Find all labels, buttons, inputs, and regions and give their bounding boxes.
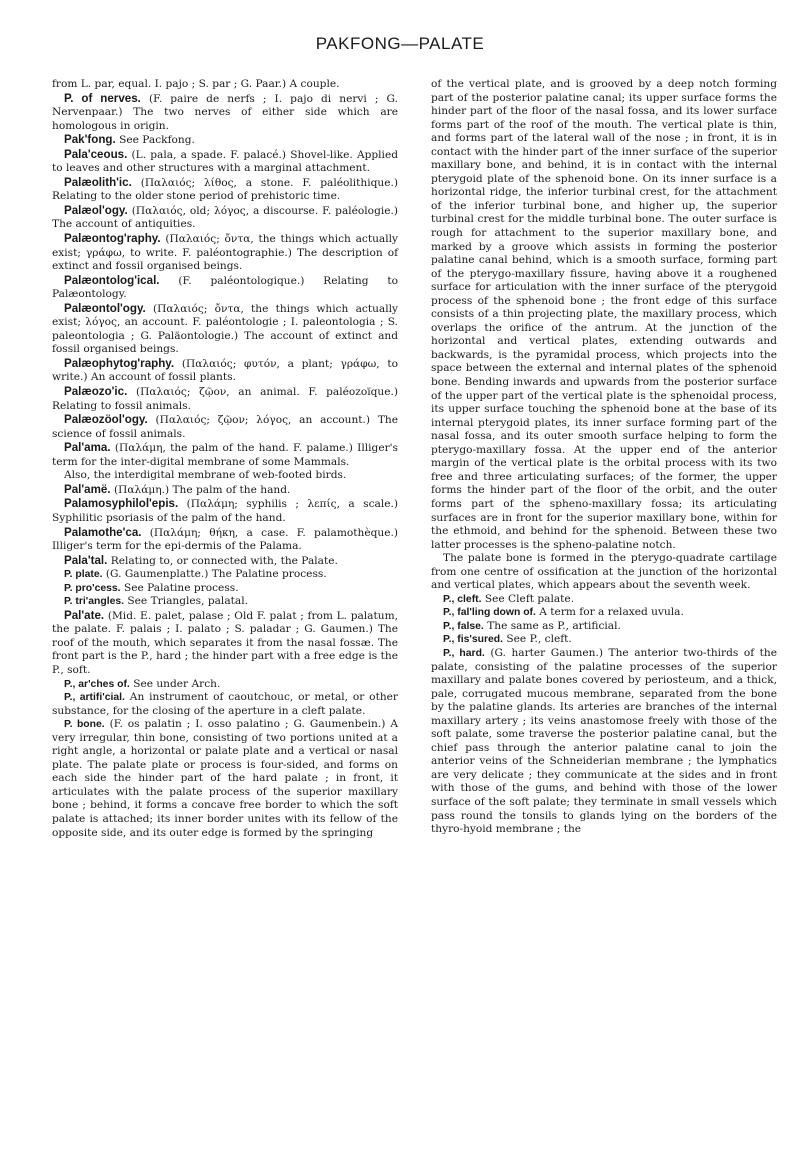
definition-text: (F. os palatin ; I. osso palatino ; G. Gaumenbein.) A very irregular, thin bone, consisting of two portions united at a right angle, a horizontal or palate plate and a vertical or nasal plate. The palate plate or process is four-sided, and forms on each side the hinder part of the hard palate ; in front, it articulates with the palate process of the superior maxillary bone ; behind, it forms a concave free border to which the soft palate is attached; its inner border unites with its fellow of the opposite side, and its outer edge is formed by the springing (52, 718, 398, 839)
sub-entry (52, 582, 398, 596)
sub-headword: P. pro'cess. (64, 582, 121, 594)
sub-headword: P., fal'ling down of. (443, 607, 536, 619)
dictionary-entry (52, 148, 398, 176)
definition-text: See Packfong. (119, 134, 195, 147)
dictionary-entry (52, 133, 398, 148)
sub-headword: P., hard. (443, 647, 485, 659)
dictionary-entry (52, 78, 398, 92)
definition-text: (Παλάμη; θήκη, a case. F. palamothèque.) Illiger's term for the epi-dermis of the Palama. (52, 526, 398, 553)
definition-text: The same as P., artificial. (487, 619, 621, 632)
headword: Pak'fong. (64, 133, 116, 147)
definition-text: (Παλαιός; φυτόν, a plant; γράφω, to write.) An account of fossil plants. (52, 357, 398, 384)
headword: Palamosyphilol'epis. (64, 497, 179, 511)
dictionary-entry (52, 385, 398, 413)
sub-entry (52, 691, 398, 718)
headword: Palæontog'raphy. (64, 232, 161, 246)
dictionary-entry (52, 441, 398, 469)
left-column (52, 78, 398, 840)
sub-entry (431, 633, 777, 647)
sub-entry (52, 718, 398, 840)
definition-text: A term for a relaxed uvula. (539, 606, 684, 619)
definition-text: (Παλαιός; ζῷον, an animal. F. paléozoïque.) Relating to fossil animals. (52, 386, 398, 412)
dictionary-entry (52, 609, 398, 678)
definition-text: (Παλαιός, old; λόγος, a discourse. F. paléologie.) The account of antiquities. (52, 204, 399, 231)
definition-text: See P., cleft. (506, 633, 572, 646)
body-paragraph (431, 552, 777, 593)
headword: Palæophytog'raphy. (64, 356, 175, 370)
dictionary-entry (52, 204, 398, 232)
definition-text: (Mid. E. palet, palase ; Old F. palat ; from L. palatum, the palate. F. palais ; I. palato ; S. paladar ; G. Gaumen.) The roof of the mouth, which separates it from the nasal fossæ. The front part is the P., hard ; the hinder part with a free edge is the P., soft. (52, 609, 398, 676)
headword: Pal'ama. (64, 441, 111, 455)
definition-text: (G. Gaumenplatte.) The Palatine process. (105, 568, 327, 581)
running-head: PAKFONG—PALATE (315, 34, 485, 53)
sub-entry (431, 647, 777, 837)
sub-headword: P., false. (443, 620, 484, 632)
definition-text: (Παλάμη, the palm of the hand. F. palame.) Illiger's term for the inter-digital membrane of some Mammals. (52, 442, 398, 468)
definition-text: (Παλάμη.) The palm of the hand. (113, 483, 291, 496)
headword: Pal'ate. (64, 608, 105, 622)
body-paragraph (52, 469, 398, 483)
definition-text: (Παλαιός; ὄντα, the things which actually exist; λόγος, an account. F. paléontologie ; I. paleontologia ; S. paleontologia ; G. Paläontologie.) The account of extinct and fossil organised beings. (52, 302, 398, 356)
sub-headword: P. bone. (64, 719, 105, 731)
headword: Palæozo'ic. (64, 385, 128, 399)
headword: Palamothe'ca. (64, 525, 142, 539)
sub-headword: P. plate. (64, 569, 103, 581)
headword: Palæol'ogy. (64, 203, 128, 217)
definition-text: (F. paire de nerfs ; I. pajo di nervi ; G. Nervenpaar.) The two nerves of either side which are homologous in origin. (52, 92, 398, 132)
right-column (431, 78, 777, 837)
sub-headword: P., artifi'cial. (64, 692, 125, 704)
dictionary-entry (52, 176, 398, 204)
sub-headword: P., fis'sured. (443, 634, 504, 646)
sub-headword: P. tri'angles. (64, 596, 125, 608)
definition-text: See Triangles, palatal. (127, 595, 248, 608)
definition-text: (G. harter Gaumen.) The anterior two-thirds of the palate, consisting of the palatine processes of the superior maxillary and palate bones covered by periosteum, and a thick, pale, corrugated mucous membrane, separated from the bone by the palatine glands. Its arteries are branches of the internal maxillary artery ; its veins anastomose freely with those of the soft palate, some traverse the posterior palatine canal, but the chief pass through the anterior palatine canal to join the anterior veins of the Schneiderian membrane ; the lymphatics are very delicate ; they communicate at the sides and in front with those of the gums, and behind with those of the lower surface of the soft palate; they terminate in small vessels which pass round the tonsils to glands lying on the borders of the thyro-hyoid membrane ; the (431, 646, 778, 836)
sub-entry (52, 678, 398, 692)
headword: Pal'amë. (64, 482, 111, 496)
definition-text: (Παλαιός; ὄντα, the things which actually exist; γράφω, to write. F. paléontographie.) The description of extinct and fossil organised beings. (52, 233, 398, 273)
dictionary-entry (52, 526, 398, 554)
sub-entry (52, 595, 398, 609)
dictionary-entry (52, 357, 398, 385)
dictionary-entry (52, 274, 398, 302)
sub-headword: P., ar'ches of. (64, 678, 130, 690)
body-paragraph (431, 78, 777, 552)
dictionary-entry (52, 497, 398, 525)
sub-entry (431, 620, 777, 634)
headword: Palæolith'ic. (64, 175, 132, 189)
headword: P. of nerves. (64, 91, 141, 105)
definition-text: (Παλαιός; λίθος, a stone. F. paléolithique.) Relating to the older stone period of prehistoric time. (52, 176, 398, 203)
definition-text: An instrument of caoutchouc, or metal, or other substance, for the closing of the aperture in a cleft palate. (52, 691, 398, 717)
headword: Palæontolog'ical. (64, 273, 160, 287)
dictionary-entry (52, 302, 398, 357)
definition-text: Relating to, or connected with, the Palate. (110, 554, 338, 567)
dictionary-entry (52, 483, 398, 498)
headword: Pala'ceous. (64, 147, 128, 161)
headword: Pala'tal. (64, 553, 108, 567)
sub-entry (431, 606, 777, 620)
headword: Palæontol'ogy. (64, 301, 146, 315)
definition-text: (L. pala, a spade. F. palacé.) Shovel-like. Applied to leaves and other structures with a marginal attachment. (52, 148, 398, 175)
dictionary-entry (52, 554, 398, 569)
definition-text: Also, the interdigital membrane of web-footed birds. (64, 469, 347, 482)
definition-text: (F. paléontologique.) Relating to Palæontology. (52, 274, 398, 301)
sub-headword: P., cleft. (443, 593, 482, 605)
dictionary-entry (52, 232, 398, 274)
definition-text: from L. par, equal. I. pajo ; S. par ; G. Paar.) A couple. (52, 78, 340, 90)
definition-text: (Παλαιός; ζῷον; λόγος, an account.) The science of fossil animals. (52, 414, 398, 440)
definition-text: See Palatine process. (123, 581, 239, 594)
definition-text: of the vertical plate, and is grooved by a deep notch forming part of the posterior palatine canal; its upper surface forms the hinder part of the floor of the nasal fossa, and its lower surface forms part of the roof of the mouth. The vertical plate is thin, and forms part of the lateral wall of the nose ; in front, it is in contact with the hinder part of the inner surface of the superior maxillary bone, and behind, it is in contact with the internal pterygoid plate of the sphenoid bone. On its inner surface is a horizontal ridge, the inferior turbinal crest, for the attachment of the inferior turbinal bone, and higher up, the superior turbinal crest for the middle turbinal bone. The outer surface is rough for attachment to the superior maxillary bone, and marked by a groove which assists in forming the posterior palatine canal behind, which is a smooth surface, forming part of the pterygo-maxillary fissure, having above it a roughened surface for articulation with the inner surface of the pterygoid process of the sphenoid bone ; the front edge of this surface consists of a thin projecting plate, the maxillary process, which overlaps the orifice of the antrum. At the junction of the horizontal and vertical plates, extending outwards and backwards, is the pyramidal process, which projects into the space between the external and internal plates of the sphenoid bone. Bending inwards and upwards from the posterior surface of the upper part of the vertical plate is the sphenoidal process, its upper surface touching the sphenoid bone at the base of its internal pterygoid plates, its inner surface forming part of the nasal fossa, and its outer smooth surface helping to form the pterygo-maxillary fossa. At the upper end of the anterior margin of the vertical plate is the orbital process with its two free and three articulating surfaces; of the former, the upper forms the hinder part of the floor of the orbit, and the outer forms part of the spheno-maxillary fossa; its articulating surfaces are in front for the superior maxillary bone, within for the ethmoid, and behind for the sphenoid. Between these two latter processes is the spheno-palatine notch. (431, 78, 777, 551)
definition-text: See Cleft palate. (484, 592, 575, 605)
dictionary-entry (52, 413, 398, 441)
headword: Palæozöol'ogy. (64, 413, 148, 427)
definition-text: (Παλάμη; syphilis ; λεπίς, a scale.) Syphilitic psoriasis of the palm of the hand. (52, 498, 398, 524)
dictionary-entry (52, 92, 398, 134)
sub-entry (52, 568, 398, 582)
definition-text: The palate bone is formed in the pterygo-quadrate cartilage from one centre of ossification at the junction of the horizontal and vertical plates, which appears about the seventh week. (431, 552, 777, 592)
definition-text: See under Arch. (133, 677, 221, 690)
sub-entry (431, 593, 777, 607)
